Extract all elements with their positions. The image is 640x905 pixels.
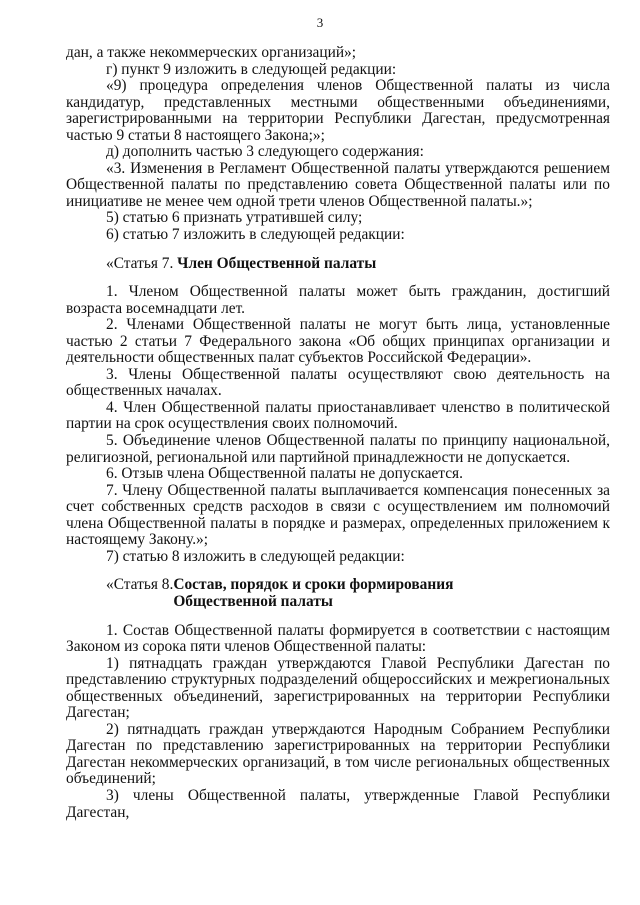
- article-7-paragraph: 1. Членом Общественной палаты может быть гражданин, достигший возраста восемнадцати лет.: [66, 283, 610, 317]
- paragraph: 7) статью 8 изложить в следующей редакции:: [106, 547, 405, 565]
- page-number: 3: [316, 15, 324, 30]
- article-7-paragraph: 7. Члену Общественной палаты выплачивается компенсация понесенных за счет собственных средств расходов в связи с осуществлением им полномочий члена Общественной палаты в порядке и размерах, определенных приложением к настоящему Закону.»;: [66, 481, 610, 549]
- paragraph: 5) статью 6 признать утратившей силу;: [106, 209, 363, 227]
- article-7-title: Член Общественной палаты: [177, 254, 377, 272]
- article-8-heading: [66, 577, 610, 610]
- article-7-paragraph: 3. Члены Общественной палаты осуществляют свою деятельность на общественных началах.: [66, 365, 610, 400]
- spacer: [66, 611, 610, 623]
- article-8-title: [173, 577, 453, 610]
- article-8-paragraph: 1) пятнадцать граждан утверждаются Главой Республики Дагестан по представлению структурных подразделений общероссийских и межрегиональных общественных объединений, зарегистрированных на территории Республики Дагестан;: [66, 654, 610, 722]
- paragraph: 6) статью 7 изложить в следующей редакции:: [106, 226, 405, 244]
- paragraph: «9) процедура определения членов Общественной палаты из числа кандидатур, представленных местными общественными объединениями, зарегистрированными на территории Республики Дагестан, предусмотренная частью 9 статьи 8 настоящего Закона;»;: [66, 77, 610, 144]
- article-8-title-line2: Общественной палаты: [173, 592, 333, 610]
- article-7-prefix: «Статья 7.: [106, 254, 178, 272]
- article-7-paragraph: 4. Член Общественной палаты приостанавливает членство в политической партии на срок осуществления своих полномочий.: [66, 398, 610, 433]
- article-8-prefix: «Статья 8.: [106, 576, 174, 594]
- article-8-paragraph: 3) члены Общественной палаты, утвержденные Главой Республики Дагестан,: [66, 786, 610, 821]
- article-8-title-line1: Состав, порядок и сроки формирования: [173, 576, 454, 594]
- article-8-paragraph: 2) пятнадцать граждан утверждаются Народным Собранием Республики Дагестан по представлению зарегистрированных на территории Республики Дагестан некоммерческих организаций, в том числе региональных общественных объединений;: [66, 720, 610, 788]
- paragraph: дан, а также некоммерческих организаций»;: [66, 44, 357, 61]
- document-body: [66, 45, 610, 821]
- article-7-heading: [66, 256, 610, 273]
- article-7-paragraph: 2. Членами Общественной палаты не могут быть лица, установленные частью 2 статьи 7 Федерального закона «Об общих принципах организации и деятельности общественных палат субъектов Российской Федерации».: [66, 316, 610, 367]
- paragraph: «3. Изменения в Регламент Общественной палаты утверждаются решением Общественной палаты по представлению совета Общественной палаты или по инициативе не менее чем одной трети членов Общественной палаты.»;: [66, 159, 610, 210]
- paragraph: д) дополнить частью 3 следующего содержания:: [106, 143, 424, 161]
- article-8-paragraph: 1. Состав Общественной палаты формируется в соответствии с настоящим Законом из сорока пяти членов Общественной палаты:: [66, 621, 610, 656]
- article-7-paragraph: 6. Отзыв члена Общественной палаты не допускается.: [106, 465, 463, 483]
- article-7-paragraph: 5. Объединение членов Общественной палаты по принципу национальной, религиозной, региональной или партийной принадлежности не допускается.: [66, 432, 610, 466]
- paragraph: г) пункт 9 изложить в следующей редакции:: [106, 60, 397, 78]
